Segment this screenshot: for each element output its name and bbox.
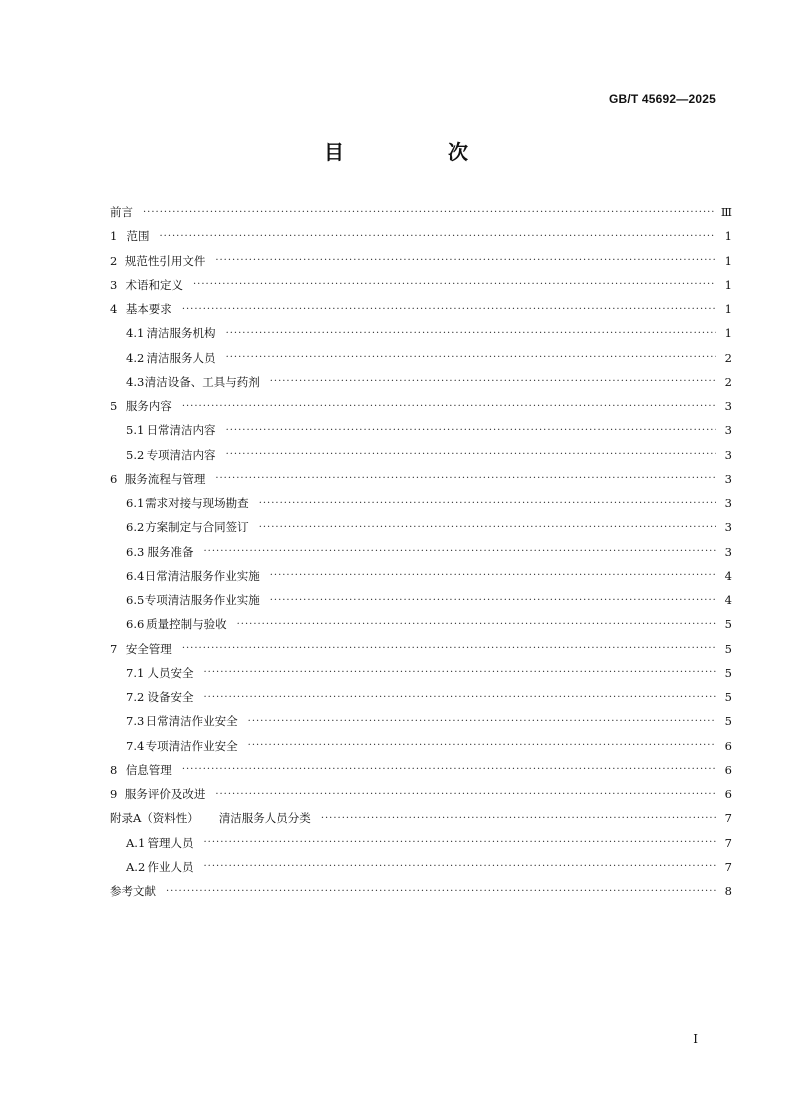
toc-entry-label: 服务准备 xyxy=(147,544,194,559)
toc-leader-dots xyxy=(270,595,716,606)
toc-entry-page: 6 xyxy=(724,787,732,802)
toc-entry-label: 服务内容 xyxy=(125,399,172,414)
toc-entry[interactable] xyxy=(110,443,732,467)
toc-entry-page: 7 xyxy=(724,835,732,850)
toc-entry[interactable] xyxy=(110,734,732,758)
toc-entry-label: 设备安全 xyxy=(147,690,194,705)
toc-entry-label: 管理人员 xyxy=(147,835,194,850)
toc-entry-label: 日常清洁作业安全 xyxy=(145,714,238,729)
toc-entry-page: 8 xyxy=(724,884,732,899)
toc-entry-number: 4.3 xyxy=(126,374,145,389)
toc-entry-page: 3 xyxy=(724,423,732,438)
toc-entry-page: 4 xyxy=(724,593,732,608)
toc-entry[interactable] xyxy=(110,224,732,248)
toc-entry-number: 9 xyxy=(110,787,118,802)
toc-entry-page: 2 xyxy=(724,374,732,389)
toc-entry-label: 日常清洁服务作业实施 xyxy=(144,568,260,583)
toc-leader-dots xyxy=(259,522,716,533)
toc-entry-number: 5.1 xyxy=(126,423,145,438)
toc-entry-page: 4 xyxy=(724,568,732,583)
toc-entry-page: 3 xyxy=(724,447,732,462)
toc-leader-dots xyxy=(215,789,716,800)
toc-leader-dots xyxy=(182,401,716,412)
toc-entry[interactable] xyxy=(110,491,732,515)
toc-entry-label: 清洁服务人员分类 xyxy=(218,811,311,826)
toc-entry[interactable] xyxy=(110,394,732,418)
toc-entry-number: 4.2 xyxy=(126,350,145,365)
toc-entry[interactable] xyxy=(110,782,732,806)
toc-entry[interactable] xyxy=(110,249,732,273)
toc-entry-page: 1 xyxy=(724,253,732,268)
toc-entry-page: 1 xyxy=(724,326,732,341)
toc-entry-number: 7.4 xyxy=(126,738,145,753)
toc-entry-page: 3 xyxy=(724,471,732,486)
toc-entry-number: 2 xyxy=(110,253,118,268)
toc-entry-number: 7.1 xyxy=(126,665,145,680)
page-title: 目 次 xyxy=(324,140,510,164)
toc-entry-number: 3 xyxy=(110,277,118,292)
toc-entry-page: 5 xyxy=(724,641,732,656)
toc-entry-number: 6.5 xyxy=(126,593,145,608)
toc-entry[interactable] xyxy=(110,273,732,297)
table-of-contents xyxy=(110,200,732,903)
toc-entry-number: 6.6 xyxy=(126,617,145,632)
toc-entry-number: 7 xyxy=(110,641,118,656)
toc-entry[interactable] xyxy=(110,831,732,855)
toc-entry-label: 服务评价及改进 xyxy=(124,787,206,802)
toc-entry-page: 7 xyxy=(724,859,732,874)
toc-entry[interactable] xyxy=(110,467,732,491)
page-number: I xyxy=(693,1032,698,1046)
toc-entry-number: 6.2 xyxy=(126,520,145,535)
toc-leader-dots xyxy=(143,207,715,218)
toc-entry-page: 6 xyxy=(724,762,732,777)
toc-leader-dots xyxy=(259,498,716,509)
toc-entry-number: 4.1 xyxy=(126,326,145,341)
toc-leader-dots xyxy=(204,667,717,678)
toc-entry-label: 清洁服务人员 xyxy=(146,350,216,365)
toc-entry-label: 专项清洁作业安全 xyxy=(145,738,238,753)
toc-entry-page: 1 xyxy=(724,277,732,292)
toc-entry-number: 7.2 xyxy=(126,690,145,705)
toc-entry[interactable] xyxy=(110,297,732,321)
toc-entry[interactable] xyxy=(110,879,732,903)
toc-entry[interactable] xyxy=(110,200,732,224)
toc-entry-label: 前言 xyxy=(110,205,133,220)
toc-entry-number: 6 xyxy=(110,471,118,486)
toc-entry-number: 附录A（资料性） xyxy=(110,811,199,826)
toc-entry-label: 术语和定义 xyxy=(125,277,183,292)
toc-leader-dots xyxy=(215,473,716,484)
toc-entry[interactable] xyxy=(110,370,732,394)
toc-entry-number: 8 xyxy=(110,762,118,777)
toc-entry-number: 6.1 xyxy=(126,496,145,511)
toc-entry-label: 人员安全 xyxy=(147,665,194,680)
toc-leader-dots xyxy=(204,692,717,703)
toc-leader-dots xyxy=(270,570,716,581)
toc-entry[interactable] xyxy=(110,758,732,782)
toc-leader-dots xyxy=(226,328,716,339)
toc-entry[interactable] xyxy=(110,515,732,539)
toc-leader-dots xyxy=(248,716,716,727)
toc-leader-dots xyxy=(321,813,716,824)
toc-entry[interactable] xyxy=(110,612,732,636)
toc-entry-number: A.2 xyxy=(126,859,146,874)
toc-entry-page: 6 xyxy=(724,738,732,753)
toc-entry-label: 安全管理 xyxy=(125,641,172,656)
toc-entry-number: 5.2 xyxy=(126,447,145,462)
toc-entry-page: 2 xyxy=(724,350,732,365)
toc-entry-number: 4 xyxy=(110,302,118,317)
toc-entry-page: 5 xyxy=(724,617,732,632)
document-code: GB/T 45692—2025 xyxy=(608,92,716,106)
toc-entry-label: 服务流程与管理 xyxy=(124,471,206,486)
toc-entry[interactable] xyxy=(110,346,732,370)
toc-entry-label: 方案制定与合同签订 xyxy=(145,520,249,535)
toc-leader-dots xyxy=(159,231,716,242)
toc-leader-dots xyxy=(237,619,716,630)
toc-entry-number: 6.3 xyxy=(126,544,145,559)
toc-entry-number: 5 xyxy=(110,399,118,414)
toc-entry-page: 5 xyxy=(724,690,732,705)
toc-entry[interactable] xyxy=(110,685,732,709)
toc-entry-label: 质量控制与验收 xyxy=(146,617,227,632)
toc-entry-label: 专项清洁服务作业实施 xyxy=(144,593,260,608)
toc-entry-label: 需求对接与现场勘查 xyxy=(145,496,249,511)
toc-leader-dots xyxy=(193,279,716,290)
toc-entry-label: 日常清洁内容 xyxy=(146,423,216,438)
toc-leader-dots xyxy=(226,352,716,363)
toc-leader-dots xyxy=(182,643,716,654)
toc-leader-dots xyxy=(226,449,716,460)
toc-leader-dots xyxy=(215,255,716,266)
toc-entry[interactable] xyxy=(110,564,732,588)
toc-entry-label: 规范性引用文件 xyxy=(124,253,206,268)
toc-entry-page: 5 xyxy=(724,714,732,729)
toc-leader-dots xyxy=(248,740,716,751)
toc-entry-label: 基本要求 xyxy=(125,302,172,317)
toc-entry-page: 5 xyxy=(724,665,732,680)
toc-entry[interactable] xyxy=(110,661,732,685)
toc-entry-page: 3 xyxy=(724,399,732,414)
toc-leader-dots xyxy=(204,837,717,848)
toc-leader-dots xyxy=(166,886,716,897)
toc-entry-number: 1 xyxy=(110,229,118,244)
toc-entry-page: 1 xyxy=(724,229,732,244)
toc-leader-dots xyxy=(204,861,717,872)
toc-entry-page: 3 xyxy=(724,544,732,559)
toc-entry-page: Ⅲ xyxy=(720,205,732,220)
toc-leader-dots xyxy=(270,376,716,387)
toc-entry-label: 作业人员 xyxy=(147,859,194,874)
toc-entry-page: 3 xyxy=(724,496,732,511)
toc-leader-dots xyxy=(204,546,717,557)
toc-entry[interactable] xyxy=(110,540,732,564)
toc-leader-dots xyxy=(226,425,716,436)
toc-entry-label: 参考文献 xyxy=(110,884,156,899)
toc-entry-page: 7 xyxy=(724,811,732,826)
toc-entry-label: 清洁服务机构 xyxy=(146,326,216,341)
toc-entry-label: 专项清洁内容 xyxy=(146,447,216,462)
toc-leader-dots xyxy=(182,764,716,775)
toc-entry[interactable] xyxy=(110,709,732,733)
toc-entry-number: 6.4 xyxy=(126,568,145,583)
toc-entry[interactable] xyxy=(110,321,732,345)
toc-leader-dots xyxy=(182,304,716,315)
toc-entry-page: 3 xyxy=(724,520,732,535)
toc-entry[interactable] xyxy=(110,637,732,661)
toc-entry[interactable] xyxy=(110,806,732,830)
toc-entry[interactable] xyxy=(110,588,732,612)
toc-entry[interactable] xyxy=(110,418,732,442)
toc-entry-number: 7.3 xyxy=(126,714,145,729)
toc-entry-number: A.1 xyxy=(126,835,146,850)
toc-entry-label: 范围 xyxy=(126,229,150,244)
toc-entry-label: 信息管理 xyxy=(125,762,172,777)
toc-entry-label: 清洁设备、工具与药剂 xyxy=(144,374,260,389)
toc-entry-page: 1 xyxy=(724,302,732,317)
toc-entry[interactable] xyxy=(110,855,732,879)
